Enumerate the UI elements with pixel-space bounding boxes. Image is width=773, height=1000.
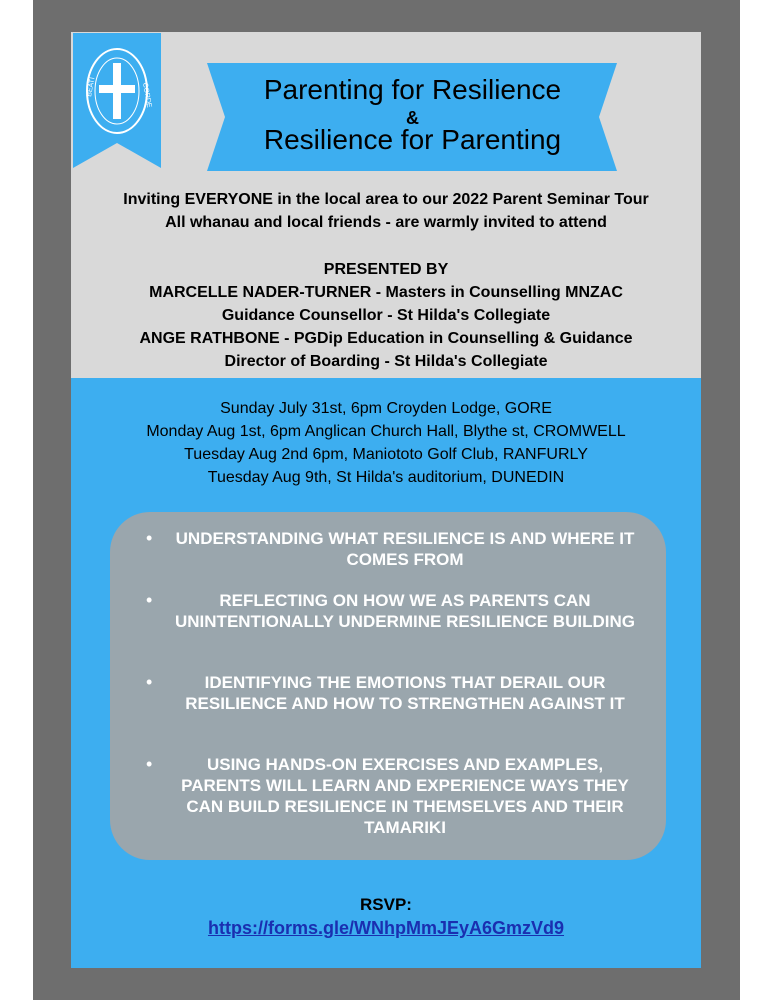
topic-text: REFLECTING ON HOW WE AS PARENTS CAN UNINTENTIONALLY UNDERMINE RESILIENCE BUILDING [175, 591, 635, 631]
bullet-dot: • [146, 590, 153, 610]
invite-line-1: Inviting EVERYONE in the local area to our 2022 Parent Seminar Tour [123, 191, 649, 208]
bullet-dot: • [146, 528, 153, 548]
bullet-dot: • [146, 672, 153, 692]
venue-line: Tuesday Aug 9th, St Hilda's auditorium, DUNEDIN [207, 469, 565, 486]
title-line-1: Parenting for Resilience [263, 74, 562, 105]
presenter-line: MARCELLE NADER-TURNER - Masters in Counselling MNZAC [149, 284, 623, 301]
svg-text:CORDE: CORDE [141, 82, 153, 109]
title-ampersand: & [406, 108, 419, 128]
presenter-line: Guidance Counsellor - St Hilda's Collegiate [221, 307, 551, 324]
venue-line: Monday Aug 1st, 6pm Anglican Church Hall, Blythe st, CROMWELL [146, 423, 626, 440]
title-line-2: Resilience for Parenting [263, 124, 562, 155]
presenter-line: ANGE RATHBONE - PGDip Education in Counselling & Guidance [139, 330, 633, 347]
topic-text: IDENTIFYING THE EMOTIONS THAT DERAIL OUR RESILIENCE AND HOW TO STRENGTHEN AGAINST IT [185, 673, 625, 713]
topic-text: UNDERSTANDING WHAT RESILIENCE IS AND WHERE IT COMES FROM [175, 529, 635, 569]
invite-line-2: All whanau and local friends - are warmly invited to attend [165, 214, 607, 231]
venue-line: Tuesday Aug 2nd 6pm, Maniototo Golf Club, RANFURLY [184, 446, 588, 463]
rsvp-link[interactable]: https://forms.gle/WNhpMmJEyA6GmzVd9 [207, 918, 565, 938]
bullet-dot: • [146, 754, 153, 774]
topic-text: USING HANDS-ON EXERCISES AND EXAMPLES, PARENTS WILL LEARN AND EXPERIENCE WAYS THEY CAN BUILD RESILIENCE IN THEMSELVES AND THEIR TAMARIKI [181, 755, 629, 837]
presenters-heading: PRESENTED BY [323, 261, 449, 278]
rsvp-label: RSVP: [360, 895, 412, 914]
svg-text:BEATI: BEATI [86, 76, 97, 98]
crest-shield-icon [73, 33, 161, 168]
venue-line: Sunday July 31st, 6pm Croyden Lodge, GORE [220, 400, 552, 417]
rsvp-link-container [71, 918, 701, 939]
presenter-line: Director of Boarding - St Hilda's Collegiate [224, 353, 548, 370]
